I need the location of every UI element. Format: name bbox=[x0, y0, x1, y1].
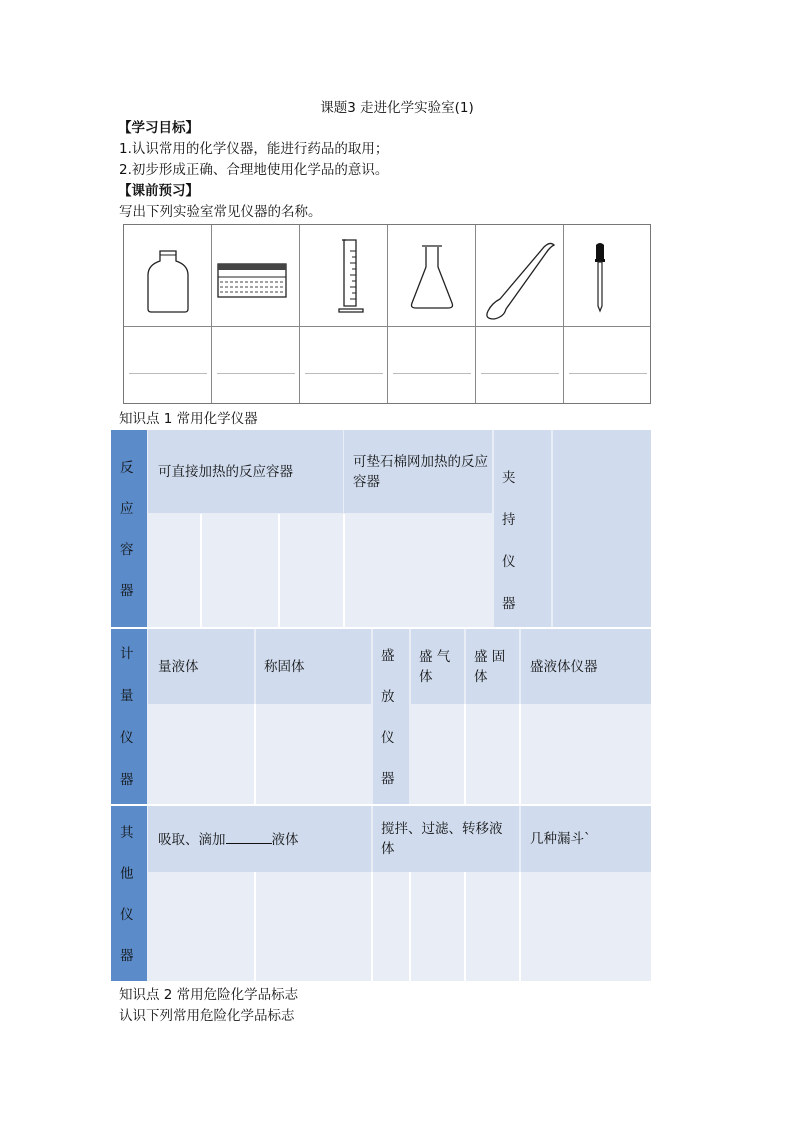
header-measure-liquid: 量液体 bbox=[148, 629, 254, 704]
drip-prefix-text: 吸取、滴加 bbox=[158, 832, 226, 848]
header-stir-filter: 搅拌、过滤、转移液体 bbox=[373, 806, 519, 872]
holding-side-text: 盛 放 仪 器 bbox=[381, 648, 395, 787]
medicine-spoon-icon bbox=[482, 239, 556, 321]
apparatus-table bbox=[123, 224, 651, 404]
goals-heading: 【学习目标】 bbox=[118, 120, 199, 136]
answer-blank[interactable] bbox=[129, 373, 207, 374]
header-weigh-solid: 称固体 bbox=[256, 629, 371, 704]
goal-item-2: 2.初步形成正确、合理地使用化学品的意识。 bbox=[119, 162, 389, 178]
dropper-icon bbox=[590, 241, 610, 313]
kp1-heading: 知识点 1 常用化学仪器 bbox=[119, 411, 258, 427]
wide-mouth-bottle-icon bbox=[144, 247, 192, 315]
header-asbestos-heat: 可垫石棉网加热的反应容器 bbox=[344, 430, 492, 513]
header-hold-gas: 盛 气 体 bbox=[411, 629, 464, 704]
answer-blank[interactable] bbox=[569, 373, 647, 374]
answer-blank[interactable] bbox=[393, 373, 471, 374]
preview-heading: 【课前预习】 bbox=[118, 183, 199, 199]
reaction-side-text: 反 应 容 器 bbox=[120, 460, 134, 599]
apparatus-row-divider bbox=[124, 326, 650, 327]
header-funnels: 几种漏斗` bbox=[521, 806, 651, 872]
water-trough-icon bbox=[216, 261, 288, 301]
measure-side-text: 计 量 仪 器 bbox=[120, 646, 134, 788]
drip-answer-blank[interactable] bbox=[226, 829, 272, 844]
clamp-answer-cell bbox=[553, 430, 651, 627]
answer-blank[interactable] bbox=[481, 373, 559, 374]
apparatus-cell-2 bbox=[212, 225, 300, 403]
answer-blank[interactable] bbox=[305, 373, 383, 374]
answer-blank[interactable] bbox=[217, 373, 295, 374]
graduated-cylinder-icon bbox=[336, 237, 366, 315]
drip-suffix-text: 液体 bbox=[271, 832, 299, 848]
goal-item-1: 1.认识常用的化学仪器，能进行药品的取用； bbox=[119, 141, 389, 157]
clamp-side-text: 夹 持 仪 器 bbox=[502, 470, 516, 612]
instrument-table bbox=[111, 430, 651, 981]
kp2-heading: 知识点 2 常用危险化学品标志 bbox=[119, 987, 299, 1003]
other-side-text: 其 他 仪 器 bbox=[120, 825, 134, 964]
header-hold-solid: 盛 固 体 bbox=[466, 629, 519, 704]
header-drip-liquid bbox=[148, 806, 371, 872]
header-hold-liquid: 盛液体仪器 bbox=[521, 629, 651, 704]
conical-flask-icon bbox=[408, 243, 456, 313]
preview-instruction: 写出下列实验室常见仪器的名称。 bbox=[119, 204, 322, 220]
page-title: 课题3 走进化学实验室(1) bbox=[320, 100, 474, 116]
kp2-instruction: 认识下列常用危险化学品标志 bbox=[119, 1008, 295, 1024]
header-direct-heat: 可直接加热的反应容器 bbox=[148, 430, 343, 513]
